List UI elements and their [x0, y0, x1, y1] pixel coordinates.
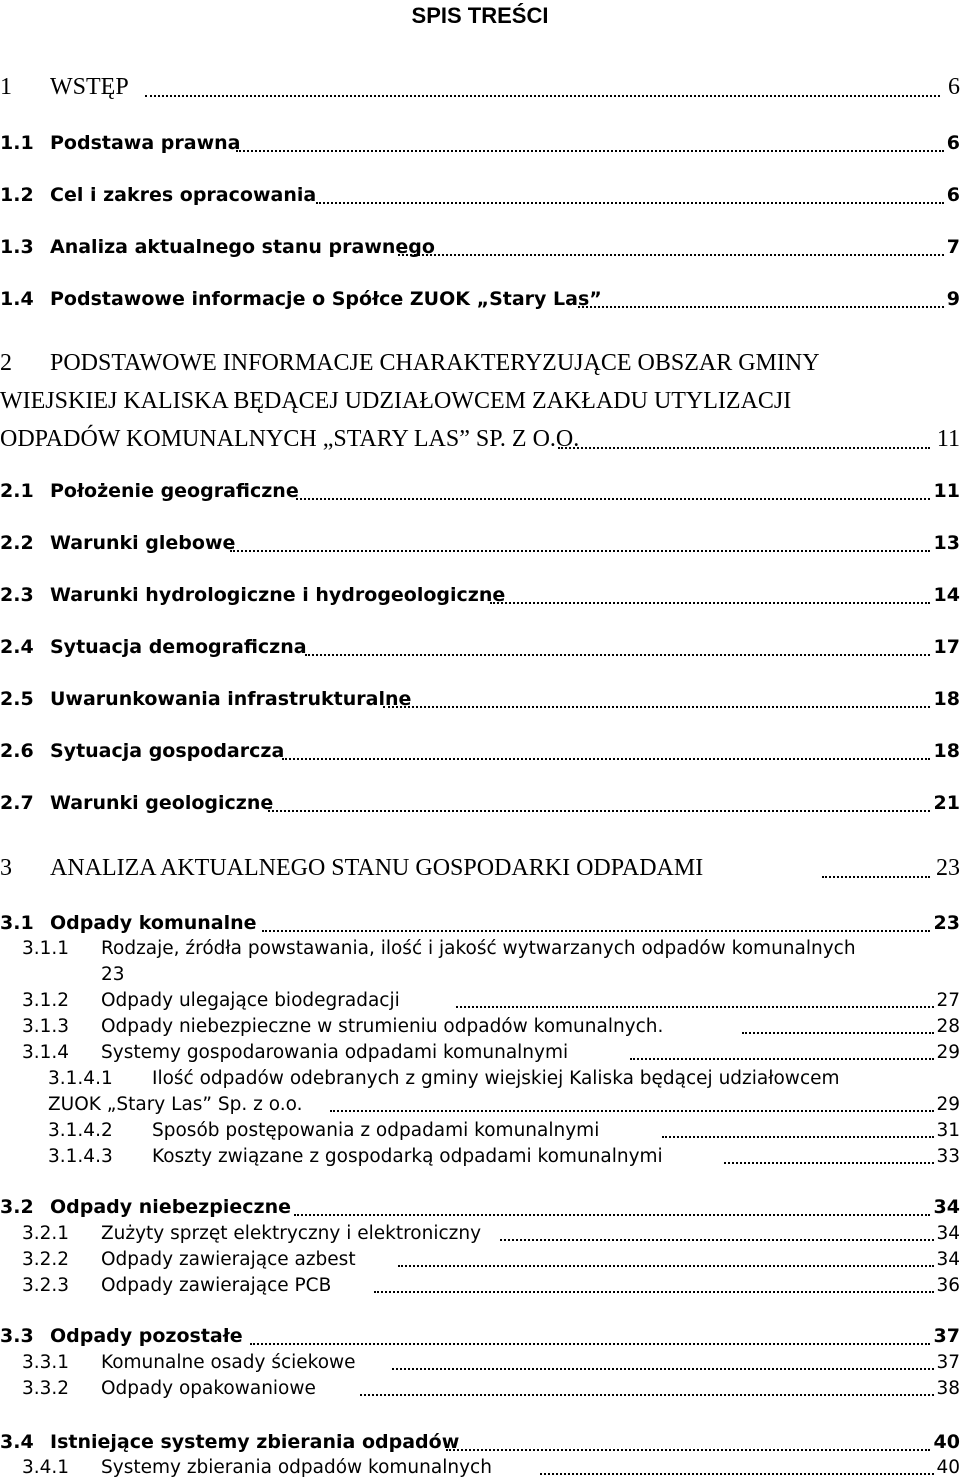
toc-number: 3.2.2 — [22, 1249, 70, 1270]
toc-title: Odpady niebezpieczne w strumieniu odpadów komunalnych. — [101, 1016, 664, 1037]
toc-leader — [230, 550, 930, 552]
toc-leader — [250, 1343, 930, 1345]
toc-leader — [822, 876, 930, 878]
toc-leader — [724, 1162, 934, 1164]
toc-leader — [262, 930, 930, 932]
toc-leader — [578, 306, 944, 308]
toc-leader — [282, 758, 930, 760]
toc-title: Odpady komunalne — [50, 912, 257, 934]
toc-leader — [305, 654, 930, 656]
toc-title: Systemy gospodarowania odpadami komunalnymi — [101, 1042, 569, 1063]
toc-number: 3.4 — [0, 1431, 34, 1453]
toc-entry[interactable] — [0, 1146, 960, 1174]
toc-entry[interactable] — [0, 289, 960, 317]
toc-number: 2.2 — [0, 532, 34, 554]
toc-page: 33 — [936, 1146, 960, 1167]
toc-number: 2 — [0, 350, 12, 376]
toc-entry[interactable] — [0, 913, 960, 941]
toc-title-line: Ilość odpadów odebranych z gminy wiejskiej Kaliska będącej udziałowcem — [152, 1068, 840, 1089]
toc-title: Podstawowe informacje o Spółce ZUOK „Stary Las” — [50, 288, 602, 310]
toc-leader — [296, 498, 930, 500]
page-title: SPIS TREŚCI — [411, 3, 549, 28]
toc-entry[interactable] — [0, 185, 960, 213]
toc-title: Komunalne osady ściekowe — [101, 1352, 356, 1373]
toc-entry[interactable] — [0, 637, 960, 665]
toc-title: Warunki geologiczne — [50, 792, 274, 814]
toc-entry[interactable] — [0, 990, 960, 1018]
toc-entry[interactable] — [0, 533, 960, 561]
toc-number: 3.1.3 — [22, 1016, 70, 1037]
toc-leader — [316, 202, 944, 204]
toc-title: Podstawa prawna — [50, 132, 241, 154]
toc-page: 14 — [933, 584, 960, 606]
toc-number: 3.1.4.2 — [48, 1120, 113, 1141]
toc-entry[interactable] — [0, 74, 960, 102]
toc-leader — [383, 706, 930, 708]
toc-number: 3.1.2 — [22, 990, 70, 1011]
toc-page: 18 — [933, 740, 960, 762]
toc-number: 3.1.4.3 — [48, 1146, 113, 1167]
toc-leader — [145, 95, 940, 97]
toc-page: 23 — [936, 855, 960, 881]
toc-title: Sposób postępowania z odpadami komunalnymi — [152, 1120, 600, 1141]
toc-leader — [540, 1473, 934, 1475]
toc-number: 1 — [0, 74, 12, 100]
toc-page: 27 — [936, 990, 960, 1011]
toc-title: Zużyty sprzęt elektryczny i elektroniczny — [101, 1223, 482, 1244]
toc-leader — [558, 447, 930, 449]
toc-number: 3.1.4 — [22, 1042, 70, 1063]
toc-entry[interactable] — [0, 1016, 960, 1044]
toc-number: 3.4.1 — [22, 1457, 70, 1478]
toc-number: 3.2.3 — [22, 1275, 70, 1296]
toc-title: Odpady niebezpieczne — [50, 1196, 291, 1218]
toc-leader — [630, 1058, 934, 1060]
toc-title: WSTĘP — [50, 74, 129, 100]
toc-page: 6 — [946, 184, 960, 206]
toc-number: 3.1.1 — [22, 938, 70, 959]
toc-number: 2.5 — [0, 688, 34, 710]
toc-leader — [490, 602, 930, 604]
toc-title: Sytuacja demograficzna — [50, 636, 307, 658]
toc-number: 1.1 — [0, 132, 34, 154]
toc-title: Koszty związane z gospodarką odpadami komunalnymi — [152, 1146, 663, 1167]
toc-page: 6 — [946, 132, 960, 154]
toc-leader — [446, 1449, 930, 1451]
toc-title: Odpady zawierające PCB — [101, 1275, 332, 1296]
toc-page: 7 — [946, 236, 960, 258]
toc-leader — [398, 254, 944, 256]
toc-title-line: ZUOK „Stary Las” Sp. z o.o. — [48, 1094, 303, 1115]
toc-page: 34 — [936, 1223, 960, 1244]
toc-leader — [742, 1032, 934, 1034]
toc-entry[interactable] — [0, 133, 960, 161]
toc-number: 2.7 — [0, 792, 34, 814]
toc-entry[interactable] — [0, 793, 960, 821]
toc-number: 3.2 — [0, 1196, 34, 1218]
toc-leader — [662, 1136, 934, 1138]
toc-entry[interactable] — [0, 1197, 960, 1225]
toc-page: 6 — [948, 74, 960, 100]
toc-title: Odpady ulegające biodegradacji — [101, 990, 400, 1011]
toc-page: 23 — [933, 912, 960, 934]
toc-entry[interactable] — [0, 1120, 960, 1148]
toc-number: 3.3 — [0, 1325, 34, 1347]
toc-entry[interactable] — [0, 1223, 960, 1251]
toc-page: 23 — [101, 964, 125, 985]
toc-number: 3.1 — [0, 912, 34, 934]
toc-leader — [456, 1006, 934, 1008]
toc-number: 3 — [0, 855, 12, 881]
toc-page: 17 — [933, 636, 960, 658]
toc-title: Analiza aktualnego stanu prawnego — [50, 236, 435, 258]
toc-title: Uwarunkowania infrastrukturalne — [50, 688, 412, 710]
toc-page: 36 — [936, 1275, 960, 1296]
toc-entry[interactable] — [0, 938, 960, 990]
toc-leader — [392, 1368, 934, 1370]
toc-title: Cel i zakres opracowania — [50, 184, 317, 206]
toc-title: Warunki hydrologiczne i hydrogeologiczne — [50, 584, 506, 606]
toc-page: 11 — [933, 480, 960, 502]
toc-number: 1.2 — [0, 184, 34, 206]
toc-leader — [500, 1239, 934, 1241]
toc-entry[interactable] — [0, 585, 960, 613]
toc-title: Odpady pozostałe — [50, 1325, 243, 1347]
toc-entry[interactable] — [0, 1352, 960, 1380]
toc-page: 28 — [936, 1016, 960, 1037]
toc-page: 29 — [936, 1094, 960, 1115]
toc-page: 34 — [936, 1249, 960, 1270]
toc-page: 13 — [933, 532, 960, 554]
toc-entry[interactable] — [0, 1432, 960, 1460]
toc-title: Systemy zbierania odpadów komunalnych — [101, 1457, 492, 1478]
toc-page: 34 — [933, 1196, 960, 1218]
toc-entry[interactable] — [0, 1275, 960, 1303]
toc-leader — [398, 1265, 934, 1267]
toc-page: 37 — [936, 1352, 960, 1373]
toc-page: 31 — [936, 1120, 960, 1141]
toc-title-line: WIEJSKIEJ KALISKA BĘDĄCEJ UDZIAŁOWCEM ZAKŁADU UTYLIZACJI — [0, 388, 792, 414]
toc-title: Warunki glebowe — [50, 532, 236, 554]
toc-leader — [330, 1110, 934, 1112]
toc-title: Sytuacja gospodarcza — [50, 740, 285, 762]
toc-page: 37 — [933, 1325, 960, 1347]
toc-title: Położenie geograficzne — [50, 480, 299, 502]
toc-title-line: ODPADÓW KOMUNALNYCH „STARY LAS” SP. Z O.O. — [0, 426, 580, 452]
toc-number: 2.4 — [0, 636, 34, 658]
toc-entry[interactable] — [0, 481, 960, 509]
toc-page: 9 — [946, 288, 960, 310]
toc-entry[interactable] — [0, 1378, 960, 1406]
toc-entry[interactable] — [0, 1042, 960, 1070]
toc-number: 3.3.1 — [22, 1352, 70, 1373]
toc-number: 3.2.1 — [22, 1223, 70, 1244]
toc-title: Odpady zawierające azbest — [101, 1249, 356, 1270]
toc-page: 21 — [933, 792, 960, 814]
toc-page: 18 — [933, 688, 960, 710]
toc-title: ANALIZA AKTUALNEGO STANU GOSPODARKI ODPADAMI — [50, 855, 704, 881]
toc-leader — [374, 1291, 934, 1293]
toc-entry[interactable] — [0, 350, 960, 450]
toc-entry[interactable] — [0, 741, 960, 769]
toc-number: 1.4 — [0, 288, 34, 310]
toc-number: 3.1.4.1 — [48, 1068, 113, 1089]
toc-entry[interactable] — [0, 1326, 960, 1354]
toc-leader — [360, 1394, 934, 1396]
toc-number: 1.3 — [0, 236, 34, 258]
toc-number: 2.6 — [0, 740, 34, 762]
toc-entry[interactable] — [0, 1457, 960, 1481]
toc-entry[interactable] — [0, 1068, 960, 1120]
toc-title: Rodzaje, źródła powstawania, ilość i jakość wytwarzanych odpadów komunalnych — [101, 938, 856, 959]
toc-number: 2.1 — [0, 480, 34, 502]
toc-title: Odpady opakowaniowe — [101, 1378, 316, 1399]
toc-page: 11 — [936, 426, 960, 452]
toc-page: 38 — [936, 1378, 960, 1399]
toc-leader — [294, 1214, 930, 1216]
toc-leader — [236, 150, 944, 152]
toc-leader — [268, 810, 930, 812]
toc-number: 3.3.2 — [22, 1378, 70, 1399]
toc-entry[interactable] — [0, 237, 960, 265]
toc-entry[interactable] — [0, 689, 960, 717]
toc-number: 2.3 — [0, 584, 34, 606]
toc-page: 29 — [936, 1042, 960, 1063]
toc-page: 40 — [936, 1457, 960, 1478]
toc-entry[interactable] — [0, 855, 960, 883]
toc-title-line: PODSTAWOWE INFORMACJE CHARAKTERYZUJĄCE OBSZAR GMINY — [50, 350, 820, 376]
toc-title: Istniejące systemy zbierania odpadów — [50, 1431, 460, 1453]
toc-entry[interactable] — [0, 1249, 960, 1277]
toc-page: 40 — [933, 1431, 960, 1453]
